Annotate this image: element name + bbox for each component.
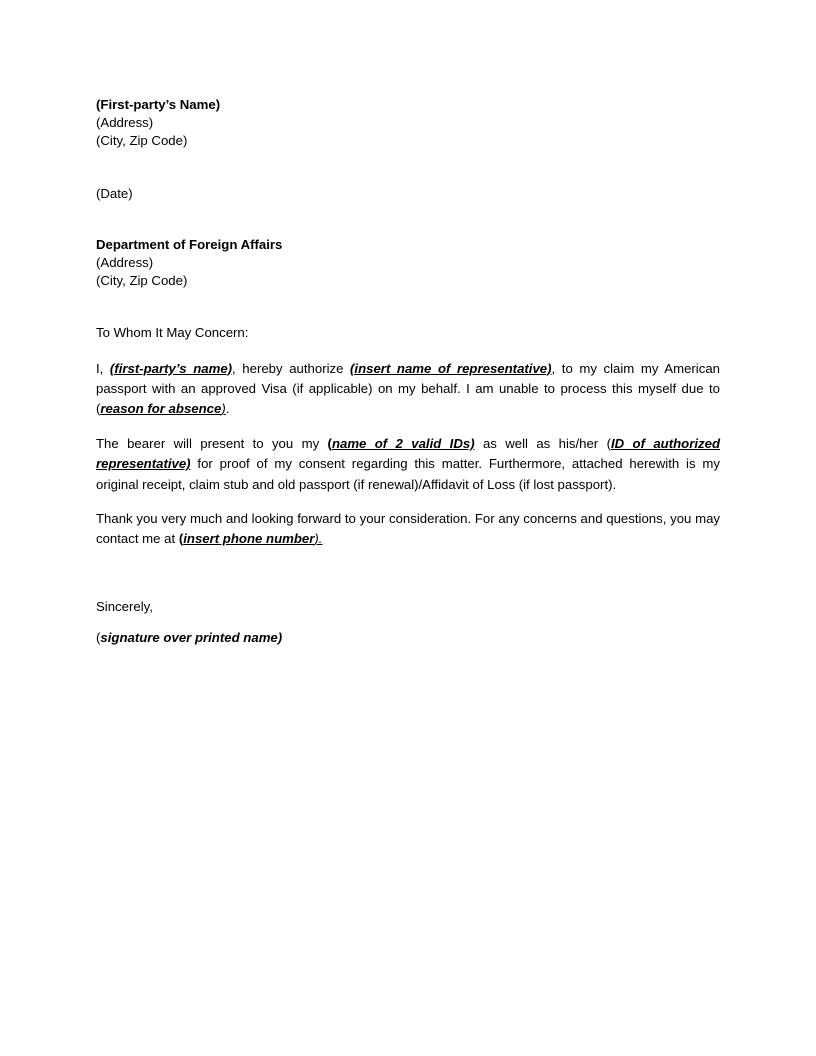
salutation: To Whom It May Concern:	[96, 325, 249, 341]
letter-page	[96, 96, 720, 647]
paragraph-thanks	[96, 509, 720, 550]
signature-text: signature over printed name)	[100, 630, 283, 646]
p3-paren-open: (	[178, 531, 184, 547]
placeholder-valid-ids: name of 2 valid IDs)	[331, 435, 475, 451]
letter-date: (Date)	[96, 185, 133, 201]
placeholder-phone-number: insert phone number	[183, 531, 315, 547]
sender-name: (First-party’s Name)	[96, 97, 221, 112]
placeholder-representative-id: ID of authorized representative)	[96, 435, 721, 472]
p1-text-3: , to my claim my American passport with an approved Visa (if applicable) on my behalf. I am unable to process this myself due to	[96, 360, 720, 397]
paragraph-bearer	[96, 434, 720, 495]
signature-line	[96, 629, 720, 647]
paragraph-authorization	[96, 359, 720, 420]
p1-paren-close: )	[221, 401, 226, 417]
placeholder-representative-name: (insert name of representative)	[350, 360, 552, 376]
p2-text-1: The bearer will present to you my	[96, 435, 328, 451]
sender-block	[96, 96, 720, 151]
p3-paren-close: ).	[314, 531, 323, 547]
placeholder-reason-for-absence: reason for absence	[100, 401, 222, 417]
p2-text-2: as well as his/her (	[474, 435, 611, 451]
placeholder-first-party-name: (first-party’s name)	[109, 360, 233, 376]
recipient-name: Department of Foreign Affairs	[96, 236, 283, 252]
signature-paren-open: (	[96, 630, 101, 646]
p2-paren-open: (	[327, 435, 332, 451]
recipient-block	[96, 236, 720, 291]
recipient-city-zip: (City, Zip Code)	[96, 273, 188, 289]
p1-text-5: .	[225, 401, 230, 417]
closing: Sincerely,	[96, 598, 153, 614]
sender-city-zip: (City, Zip Code)	[96, 133, 188, 149]
p3-text-1: Thank you very much and looking forward to your consideration. For any concerns and questions, you may contact me at	[96, 511, 720, 547]
sender-address: (Address)	[96, 115, 154, 131]
p1-text-2: , hereby authorize	[232, 360, 351, 376]
p1-text-1: I,	[96, 360, 110, 376]
p2-text-3: for proof of my consent regarding this matter. Furthermore, attached herewith is my original receipt, claim stub and old passport (if renewal)/Affidavit of Loss (if lost passport).	[96, 456, 720, 492]
recipient-address: (Address)	[96, 255, 154, 271]
p1-paren-open: (	[96, 401, 101, 417]
